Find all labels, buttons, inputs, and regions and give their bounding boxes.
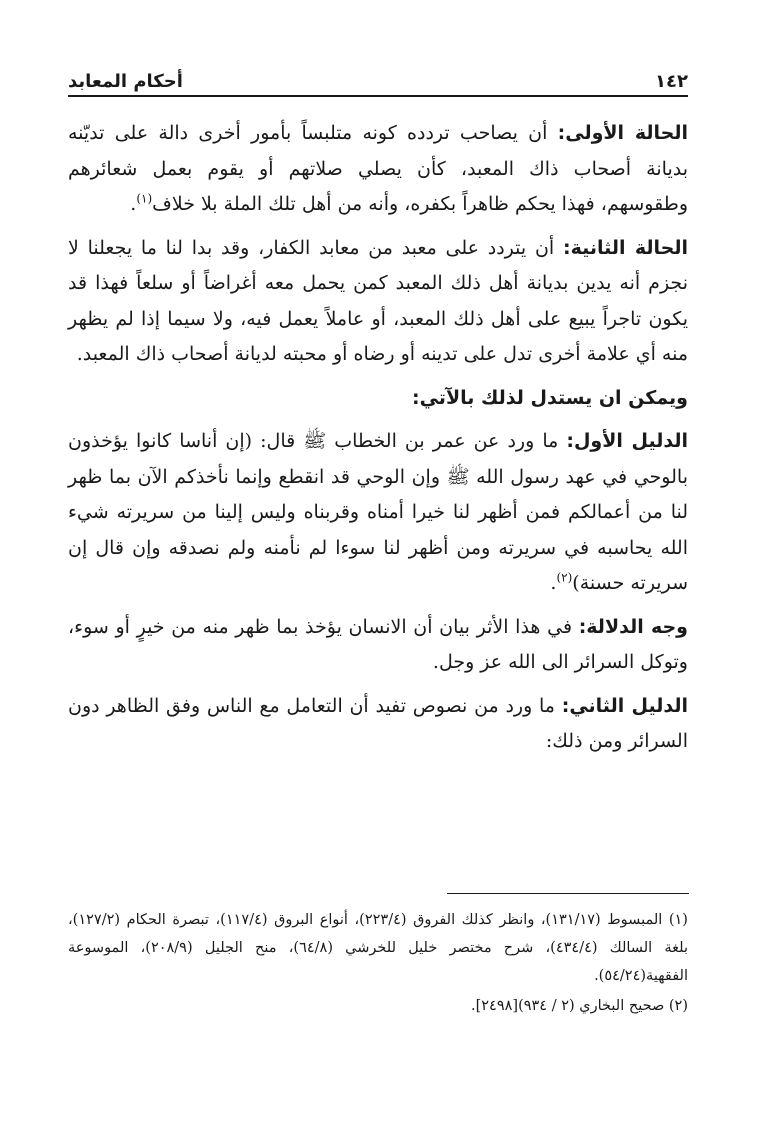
footnote-item: (١) المبسوط (١٣١/١٧)، وانظر كذلك الفروق (٢٢٣/٤)، أنواع البروق (١١٧/٤)، تبصرة الحكام (١٢٧/٢)، بلغة السالك (٤٣٤/٤)، شرح مختصر خليل للخرشي (٦٤/٨)، منح الجليل (٢٠٨/٩)، الموسوعة الفقهية(٥٤/٢٤). (68, 912, 688, 984)
footnote-item: (٢) صحيح البخاري (٢ / ٩٣٤)[٢٤٩٨]. (470, 998, 688, 1014)
paragraph-tail: . (130, 193, 137, 215)
footnote-divider (447, 893, 689, 894)
paragraph-label: الدليل الثاني: (561, 694, 688, 717)
running-title: أحكام المعابد (68, 71, 183, 92)
page-header (68, 58, 688, 92)
section-heading: ويمكن ان يستدل لذلك بالآتي: (411, 386, 688, 409)
paragraph-label: الحالة الأولى: (557, 122, 689, 144)
paragraph-label: وجه الدلالة: (578, 615, 688, 638)
paragraph-case-one (68, 116, 688, 223)
paragraph-evidence-two (68, 689, 688, 760)
paragraph-text: ما ورد من نصوص تفيد أن التعامل مع الناس وفق الظاهر دون السرائر ومن ذلك: (68, 694, 688, 752)
paragraph-text: أن يصاحب تردده كونه متلبساً بأمور أخرى دالة على تديّنه بديانة أصحاب ذاك المعبد، كأن يصلي صلاتهم أو يقوم بعمل شعائرهم وطقوسهم، فهذا يحكم ظاهراً بكفره، وأنه من أهل تلك الملة بلا خلاف (68, 122, 688, 215)
paragraph-case-two (68, 231, 688, 373)
paragraph-evidence-one (68, 424, 688, 602)
footnote-reference[interactable]: (٢) (556, 570, 573, 585)
main-text (68, 116, 688, 768)
paragraph-label: الحالة الثانية: (562, 236, 688, 259)
footnotes (68, 906, 688, 1022)
page-number: ١٤٢ (655, 71, 688, 92)
paragraph-indication (68, 610, 688, 681)
paragraph-text: أن يتردد على معبد من معابد الكفار، وقد بدا لنا ما يجعلنا لا نجزم أنه يدين بديانة أهل ذلك المعبد كمن يحمل معه أغراضاً أو سلعاً فهذا قد يكون تاجراً يبيع على أهل ذلك المعبد، أو عاملاً يعمل فيه، ولا سيما إذا لم يظهر منه أي علامة أخرى تدل على تدينه أو رضاه أو محبته لديانة أصحاب ذاك المعبد. (68, 236, 688, 365)
footnote-reference[interactable]: (١) (136, 191, 153, 206)
paragraph-text: ما ورد عن عمر بن الخطاب ﷺ قال: (إن أناسا كانوا يؤخذون بالوحي في عهد رسول الله ﷺ وإن الوحي قد انقطع وإنما نأخذكم الآن بما ظهر لنا من أعمالكم فمن أظهر لنا خيرا أمناه وقربناه وليس إلينا من سريرته شيء الله يحاسبه في سريرته ومن أظهر لنا سوءا لم نأمنه ولم نصدقه وإن قال إن سريرته حسنة) (68, 430, 688, 594)
header-divider (68, 95, 688, 97)
paragraph-text: في هذا الأثر بيان أن الانسان يؤخذ بما ظهر منه من خيرٍ أو سوء، وتوكل السرائر الى الله عز وجل. (68, 615, 688, 673)
paragraph-label: الدليل الأول: (566, 430, 689, 452)
paragraph-tail: . (550, 572, 557, 594)
